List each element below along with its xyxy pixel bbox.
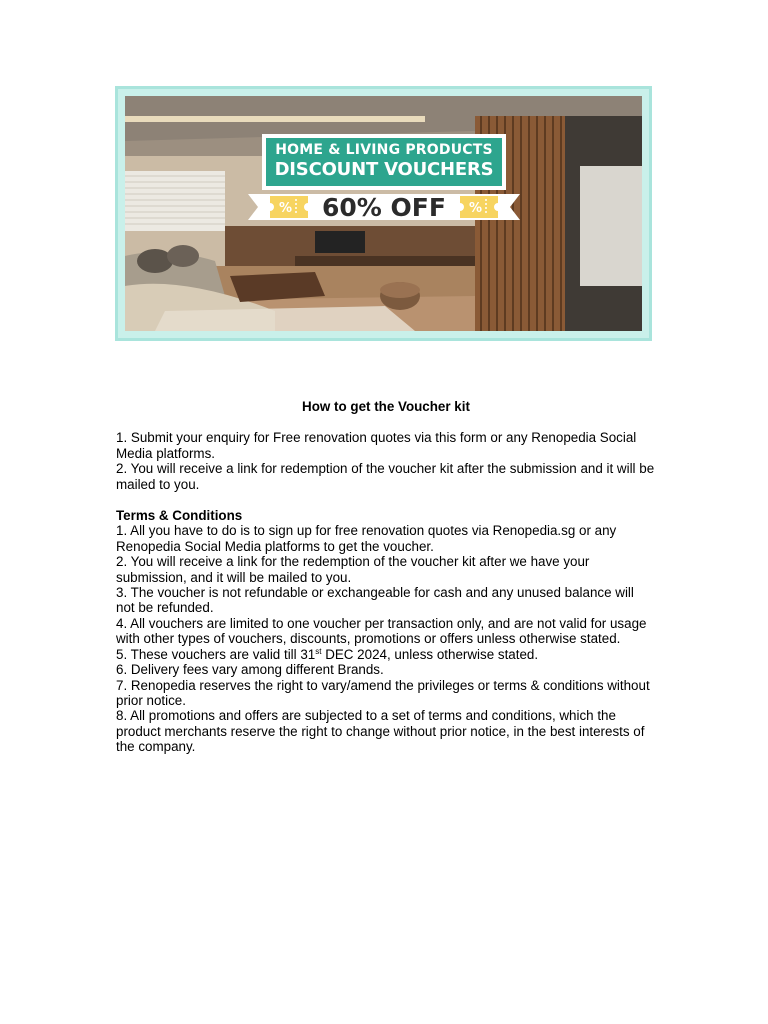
discount-text: 60% OFF [322,193,446,222]
discount-ribbon [248,188,520,226]
terms-item-validity [116,647,656,662]
validity-prefix: 5. These vouchers are valid till 31 [116,646,316,662]
how-to-step: 1. Submit your enquiry for Free renovation quotes via this form or any Renopedia Social Media platforms. [116,430,637,461]
terms-item: 7. Renopedia reserves the right to vary/amend the privileges or terms & conditions without prior notice. [116,677,650,708]
terms-item: 4. All vouchers are limited to one voucher per transaction only, and are not valid for usage with other types of vouchers, discounts, promotions or offers unless otherwise stated. [116,615,647,647]
promo-card [262,134,506,225]
validity-ordinal: st [315,646,322,656]
promo-title-box [262,134,506,190]
discount-tag-icon [460,196,498,218]
terms-item: 8. All promotions and offers are subjected to a set of terms and conditions, which the product merchants reserve the right to change without prior notice, in the best interests of the company. [116,708,645,755]
terms-item: 6. Delivery fees vary among different Brands. [116,662,384,678]
promo-line-1: HOME & LIVING PRODUCTS [275,142,493,158]
terms-item: 2. You will receive a link for the redemption of the voucher kit after we have your submission, and it will be mailed to you. [116,554,590,585]
validity-suffix: DEC 2024, unless otherwise stated. [321,646,539,662]
tag-percent: % [279,201,293,216]
promo-banner [115,86,652,341]
terms-heading: Terms & Conditions [116,508,243,524]
promo-line-2: DISCOUNT VOUCHERS [274,159,494,180]
tag-percent: % [469,201,483,216]
how-to-step: 2. You will receive a link for redemption of the voucher kit after the submission and it will be mailed to you. [116,461,655,492]
terms-item: 1. All you have to do is to sign up for free renovation quotes via Renopedia.sg or any Renopedia Social Media platforms to get the voucher. [116,523,617,554]
how-to-heading: How to get the Voucher kit [302,399,470,414]
terms-item: 3. The voucher is not refundable or exchangeable for cash and any unused balance will not be refunded. [116,585,634,616]
document-body [116,399,656,755]
